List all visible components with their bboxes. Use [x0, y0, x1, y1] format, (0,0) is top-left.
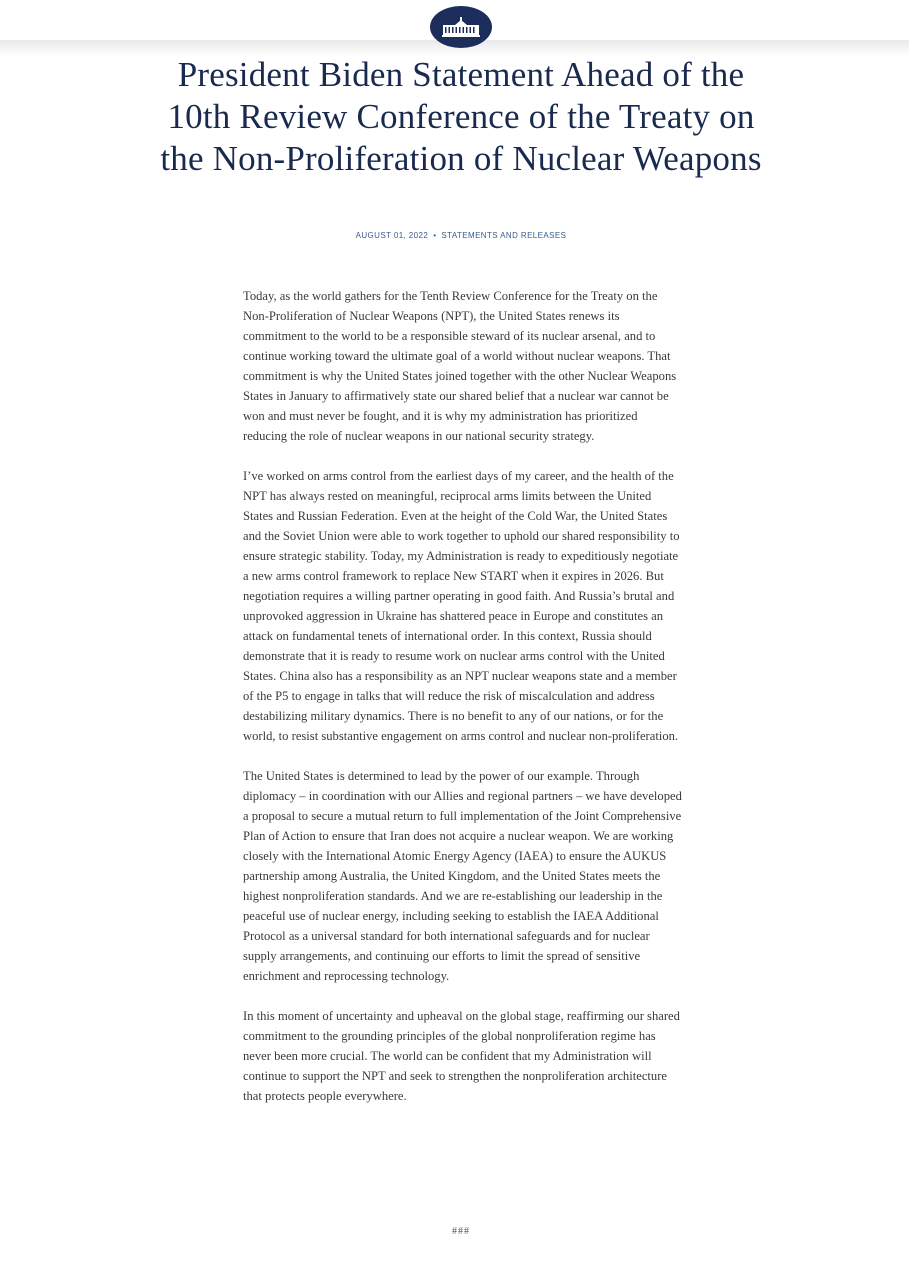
paragraph: In this moment of uncertainty and upheaval on the global stage, reaffirming our shared commitment to the grounding principles of the global nonproliferation regime has never been more crucial. The world can be confident that my Administration will continue to support the NPT and seek to strengthen the nonproliferation architecture that protects people everywhere. [243, 1009, 680, 1103]
paragraph: The United States is determined to lead by the power of our example. Through diplomacy – in coordination with our Allies and regional partners – we have developed a proposal to secure a mutual return to full implementation of the Joint Comprehensive Plan of Action to ensure that Iran does not acquire a nuclear weapon. We are working closely with the International Atomic Energy Agency (IAEA) to ensure the AUKUS partnership among Australia, the United Kingdom, and the United States meets the highest nonproliferation standards. And we are re-establishing our leadership in the peaceful use of nuclear energy, including seeking to establish the IAEA Additional Protocol as a universal standard for both international safeguards and for nuclear supply arrangements, and continuing our efforts to limit the spread of sensitive enrichment and reprocessing technology. [243, 769, 682, 983]
meta-separator: • [433, 231, 437, 240]
white-house-logo[interactable] [430, 6, 492, 48]
end-of-statement-mark: ### [452, 1226, 470, 1237]
white-house-seal-icon [441, 16, 481, 38]
paragraph: I’ve worked on arms control from the earliest days of my career, and the health of the NPT has always rested on meaningful, reciprocal arms limits between the United States and Russian Federation. Even at the height of the Cold War, the United States and the Soviet Union were able to work together to uphold our shared responsibility to ensure strategic stability. Today, my Administration is ready to expeditiously negotiate a new arms control framework to replace New START when it expires in 2026. But negotiation requires a willing partner operating in good faith. And Russia’s brutal and unprovoked aggression in Ukraine has shattered peace in Europe and constitutes an attack on fundamental tenets of international order. In this context, Russia should demonstrate that it is ready to resume work on nuclear arms control with the United States. China also has a responsibility as an NPT nuclear weapons state and a member of the P5 to engage in talks that will reduce the risk of miscalculation and address destabilizing military dynamics. There is no benefit to any of our nations, or for the world, to resist substantive engagement on arms control and nuclear non-proliferation. [243, 469, 680, 743]
category-link[interactable]: STATEMENTS AND RELEASES [441, 231, 567, 240]
paragraph: Today, as the world gathers for the Tenth Review Conference for the Treaty on the Non-Proliferation of Nuclear Weapons (NPT), the United States renews its commitment to the world to be a responsible steward of its nuclear arsenal, and to continue working toward the ultimate goal of a world without nuclear weapons. That commitment is why the United States joined together with the other Nuclear Weapons States in January to affirmatively state our shared belief that a nuclear war cannot be won and must never be fought, and it is why my administration has prioritized reducing the role of nuclear weapons in our national security strategy. [243, 289, 677, 443]
publish-date: AUGUST 01, 2022 [355, 231, 429, 240]
article-body [243, 286, 683, 1126]
page-title: President Biden Statement Ahead of the 10th Review Conference of the Treaty on the Non-Proliferation of Nuclear Weapons [160, 55, 762, 178]
article-meta [0, 231, 909, 240]
